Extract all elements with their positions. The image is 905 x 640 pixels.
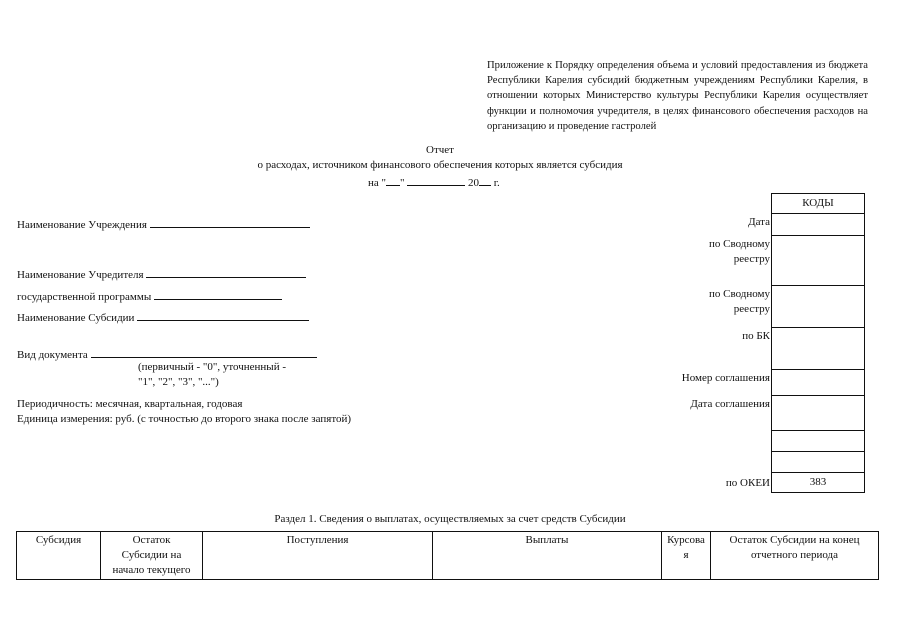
codes-date-cell[interactable] [772,214,865,236]
col-exchange: Курсова я [662,532,711,580]
col-payments: Выплаты [433,532,662,580]
subsidy-field [17,308,309,326]
institution-label: Наименование Учреждения [17,219,147,231]
col-receipts: Поступления [203,532,433,580]
col-balance-start: Остаток Субсидии на начало текущего [101,532,203,580]
institution-field [17,215,310,233]
periodicity-text: Периодичность: месячная, квартальная, годовая [17,398,243,410]
appendix-note: Приложение к Порядку определения объема и условий предоставления из бюджета Республики Карелия субсидий бюджетным учреждениям Республики Карелия, в отношении которых Министерство культуры Республики Карелия осуществляет функции и полномочия учредителя, в целях финансового обеспечения расходов на организацию и проведение гастролей [487,60,868,132]
state-program-input[interactable] [154,287,282,300]
codes-bk-label: по БК [742,330,770,342]
state-program-label: государственной программы [17,291,152,303]
codes-date-label: Дата [748,216,770,228]
date-suffix: г. [493,177,500,189]
doc-type-hint-2: "1", "2", "3", "...") [138,376,219,388]
col-subsidy: Субсидия [17,532,101,580]
doc-type-input[interactable] [91,345,317,358]
date-month-blank[interactable] [407,173,465,186]
codes-registry-label-2: по Сводному реестру [708,288,770,315]
codes-registry-cell-1[interactable] [772,236,865,286]
report-subtitle: о расходах, источником финансового обеспечения которых является субсидия [257,159,623,171]
doc-type-label: Вид документа [17,349,88,361]
codes-extra-cell-1[interactable] [772,431,865,452]
institution-input[interactable] [150,215,310,228]
codes-agreement-number-label: Номер соглашения [681,372,770,384]
codes-table [771,193,865,493]
codes-okei-label: по ОКЕИ [725,477,770,489]
codes-agreement-number-cell[interactable] [772,370,865,396]
codes-registry-cell-2[interactable] [772,286,865,328]
codes-agreement-date-cell[interactable] [772,396,865,431]
section1-title: Раздел 1. Сведения о выплатах, осуществляемых за счет средств Субсидии [274,513,626,525]
founder-input[interactable] [146,265,306,278]
date-prefix: на " [368,177,387,189]
doc-type-hint-1: (первичный - "0", уточненный - [138,361,286,373]
col-balance-end: Остаток Субсидии на конец отчетного периода [711,532,879,580]
codes-header: КОДЫ [772,194,865,214]
codes-bk-cell[interactable] [772,328,865,370]
date-day-blank[interactable] [386,173,400,186]
date-year-blank[interactable] [479,173,491,186]
codes-registry-label-1: по Сводному реестру [708,238,770,265]
date-year: 20 [468,177,480,189]
state-program-field [17,287,282,305]
unit-text: Единица измерения: руб. (с точностью до второго знака после запятой) [17,413,352,425]
date-mid: " [400,177,405,189]
codes-agreement-date-label: Дата соглашения [690,398,770,410]
section1-table [16,531,879,580]
founder-label: Наименование Учредителя [17,269,144,281]
codes-okei-cell: 383 [772,473,865,493]
codes-extra-cell-2[interactable] [772,452,865,473]
report-title: Отчет [426,144,454,156]
subsidy-label: Наименование Субсидии [17,312,135,324]
founder-field [17,265,306,283]
subsidy-input[interactable] [137,308,309,321]
report-date-line [368,173,568,191]
